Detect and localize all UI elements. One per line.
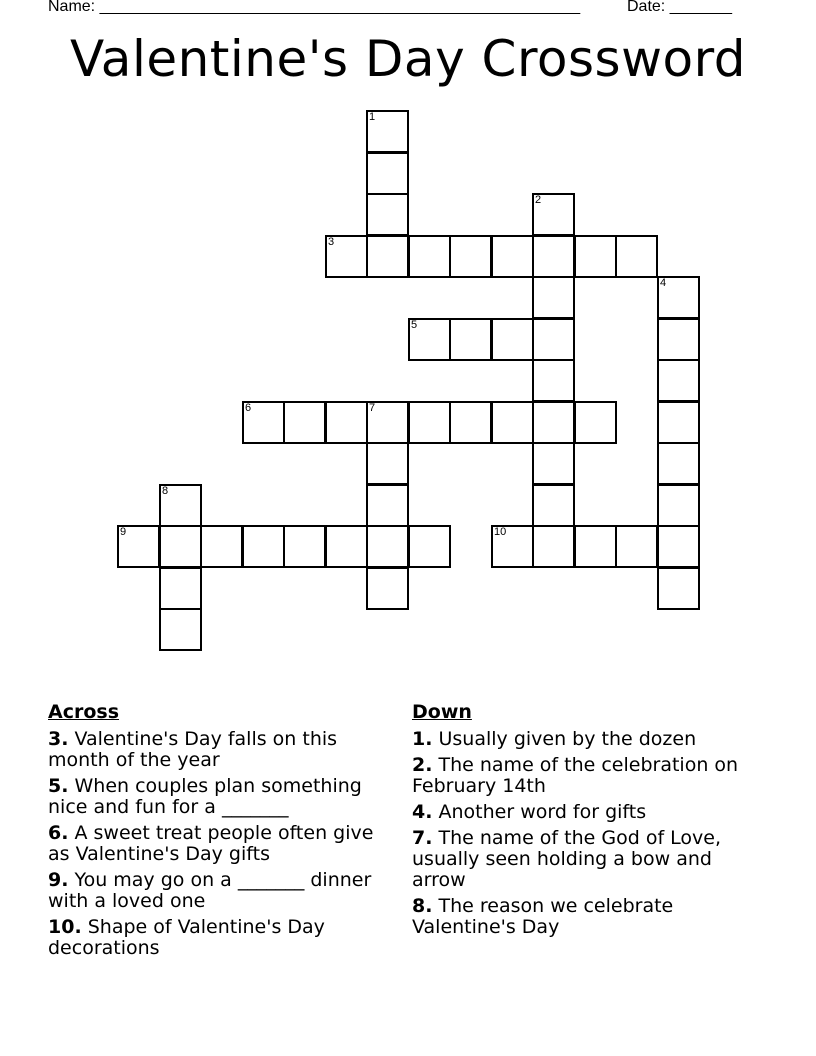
grid-cell[interactable] bbox=[366, 110, 409, 153]
grid-cell[interactable] bbox=[657, 401, 700, 444]
grid-cell[interactable] bbox=[242, 401, 285, 444]
clue-across-10 bbox=[48, 917, 388, 959]
grid-cell[interactable] bbox=[366, 525, 409, 568]
clue-number: 10. bbox=[48, 916, 82, 938]
grid-cell[interactable] bbox=[574, 525, 617, 568]
grid-cell[interactable] bbox=[491, 318, 534, 361]
grid-cell[interactable] bbox=[615, 235, 658, 278]
cell-number: 10 bbox=[494, 526, 507, 538]
clue-text: The reason we celebrate Valentine's Day bbox=[412, 895, 674, 938]
grid-cell[interactable] bbox=[657, 276, 700, 319]
grid-cell[interactable] bbox=[325, 401, 368, 444]
clue-number: 3. bbox=[48, 728, 69, 750]
page-title: Valentine's Day Crossword bbox=[69, 30, 747, 88]
grid-cell[interactable] bbox=[200, 525, 243, 568]
clue-text: Another word for gifts bbox=[432, 801, 647, 823]
down-heading: Down bbox=[412, 701, 472, 723]
clue-number: 4. bbox=[412, 801, 433, 823]
clue-number: 9. bbox=[48, 869, 69, 891]
grid-cell[interactable] bbox=[532, 235, 575, 278]
grid-cell[interactable] bbox=[408, 235, 451, 278]
grid-cell[interactable] bbox=[657, 484, 700, 527]
grid-cell[interactable] bbox=[532, 525, 575, 568]
clue-down-1 bbox=[412, 729, 762, 750]
across-clues bbox=[48, 702, 388, 964]
grid-cell[interactable] bbox=[366, 442, 409, 485]
clue-number: 5. bbox=[48, 775, 69, 797]
grid-cell[interactable] bbox=[657, 318, 700, 361]
grid-cell[interactable] bbox=[366, 484, 409, 527]
clue-text: A sweet treat people often give as Valentine's Day gifts bbox=[48, 822, 374, 865]
grid-cell[interactable] bbox=[159, 608, 202, 651]
grid-cell[interactable] bbox=[491, 401, 534, 444]
clue-across-5 bbox=[48, 776, 388, 818]
grid-cell[interactable] bbox=[574, 235, 617, 278]
grid-cell[interactable] bbox=[615, 525, 658, 568]
cell-number: 2 bbox=[535, 194, 542, 206]
clue-down-2 bbox=[412, 755, 762, 797]
cell-number: 1 bbox=[369, 111, 376, 123]
grid-cell[interactable] bbox=[491, 525, 534, 568]
clue-text: The name of the celebration on February 14th bbox=[412, 754, 739, 797]
grid-cell[interactable] bbox=[657, 567, 700, 610]
grid-cell[interactable] bbox=[532, 359, 575, 402]
cell-number: 7 bbox=[369, 402, 376, 414]
clue-down-7 bbox=[412, 828, 762, 891]
grid-cell[interactable] bbox=[283, 401, 326, 444]
grid-cell[interactable] bbox=[242, 525, 285, 568]
grid-cell[interactable] bbox=[657, 525, 700, 568]
grid-cell[interactable] bbox=[283, 525, 326, 568]
grid-cell[interactable] bbox=[532, 193, 575, 236]
clue-number: 6. bbox=[48, 822, 69, 844]
cell-number: 5 bbox=[411, 319, 418, 331]
grid-cell[interactable] bbox=[532, 318, 575, 361]
grid-cell[interactable] bbox=[657, 359, 700, 402]
clue-across-3 bbox=[48, 729, 388, 771]
cell-number: 9 bbox=[120, 526, 127, 538]
grid-cell[interactable] bbox=[449, 401, 492, 444]
grid-cell[interactable] bbox=[657, 442, 700, 485]
date-field[interactable]: Date: _______ bbox=[627, 0, 732, 15]
clue-number: 7. bbox=[412, 827, 433, 849]
clue-down-8 bbox=[412, 896, 762, 938]
grid-cell[interactable] bbox=[366, 152, 409, 195]
grid-cell[interactable] bbox=[574, 401, 617, 444]
clue-number: 8. bbox=[412, 895, 433, 917]
grid-cell[interactable] bbox=[449, 318, 492, 361]
clue-text: Usually given by the dozen bbox=[432, 728, 697, 750]
across-heading: Across bbox=[48, 701, 120, 723]
cell-number: 3 bbox=[328, 236, 335, 248]
grid-cell[interactable] bbox=[325, 235, 368, 278]
grid-cell[interactable] bbox=[366, 401, 409, 444]
clue-text: The name of the God of Love, usually seen holding a bow and arrow bbox=[412, 827, 722, 891]
grid-cell[interactable] bbox=[408, 318, 451, 361]
grid-cell[interactable] bbox=[159, 525, 202, 568]
clue-text: You may go on a _______ dinner with a loved one bbox=[48, 869, 372, 912]
grid-cell[interactable] bbox=[408, 401, 451, 444]
clue-number: 1. bbox=[412, 728, 433, 750]
clue-text: When couples plan something nice and fun for a _______ bbox=[48, 775, 362, 818]
clue-number: 2. bbox=[412, 754, 433, 776]
grid-cell[interactable] bbox=[366, 235, 409, 278]
grid-cell[interactable] bbox=[491, 235, 534, 278]
clue-text: Shape of Valentine's Day decorations bbox=[48, 916, 325, 959]
grid-cell[interactable] bbox=[532, 401, 575, 444]
grid-cell[interactable] bbox=[117, 525, 160, 568]
clue-down-4 bbox=[412, 802, 762, 823]
clue-across-9 bbox=[48, 870, 388, 912]
grid-cell[interactable] bbox=[532, 276, 575, 319]
grid-cell[interactable] bbox=[366, 567, 409, 610]
clue-across-6 bbox=[48, 823, 388, 865]
name-field[interactable]: Name: ______________________________________________________ bbox=[48, 0, 581, 15]
grid-cell[interactable] bbox=[449, 235, 492, 278]
cell-number: 6 bbox=[245, 402, 252, 414]
clue-text: Valentine's Day falls on this month of the year bbox=[48, 728, 338, 771]
grid-cell[interactable] bbox=[532, 484, 575, 527]
cell-number: 4 bbox=[660, 277, 667, 289]
grid-cell[interactable] bbox=[159, 567, 202, 610]
grid-cell[interactable] bbox=[532, 442, 575, 485]
grid-cell[interactable] bbox=[325, 525, 368, 568]
grid-cell[interactable] bbox=[366, 193, 409, 236]
cell-number: 8 bbox=[162, 485, 169, 497]
grid-cell[interactable] bbox=[408, 525, 451, 568]
down-clues bbox=[412, 702, 762, 943]
grid-cell[interactable] bbox=[159, 484, 202, 527]
